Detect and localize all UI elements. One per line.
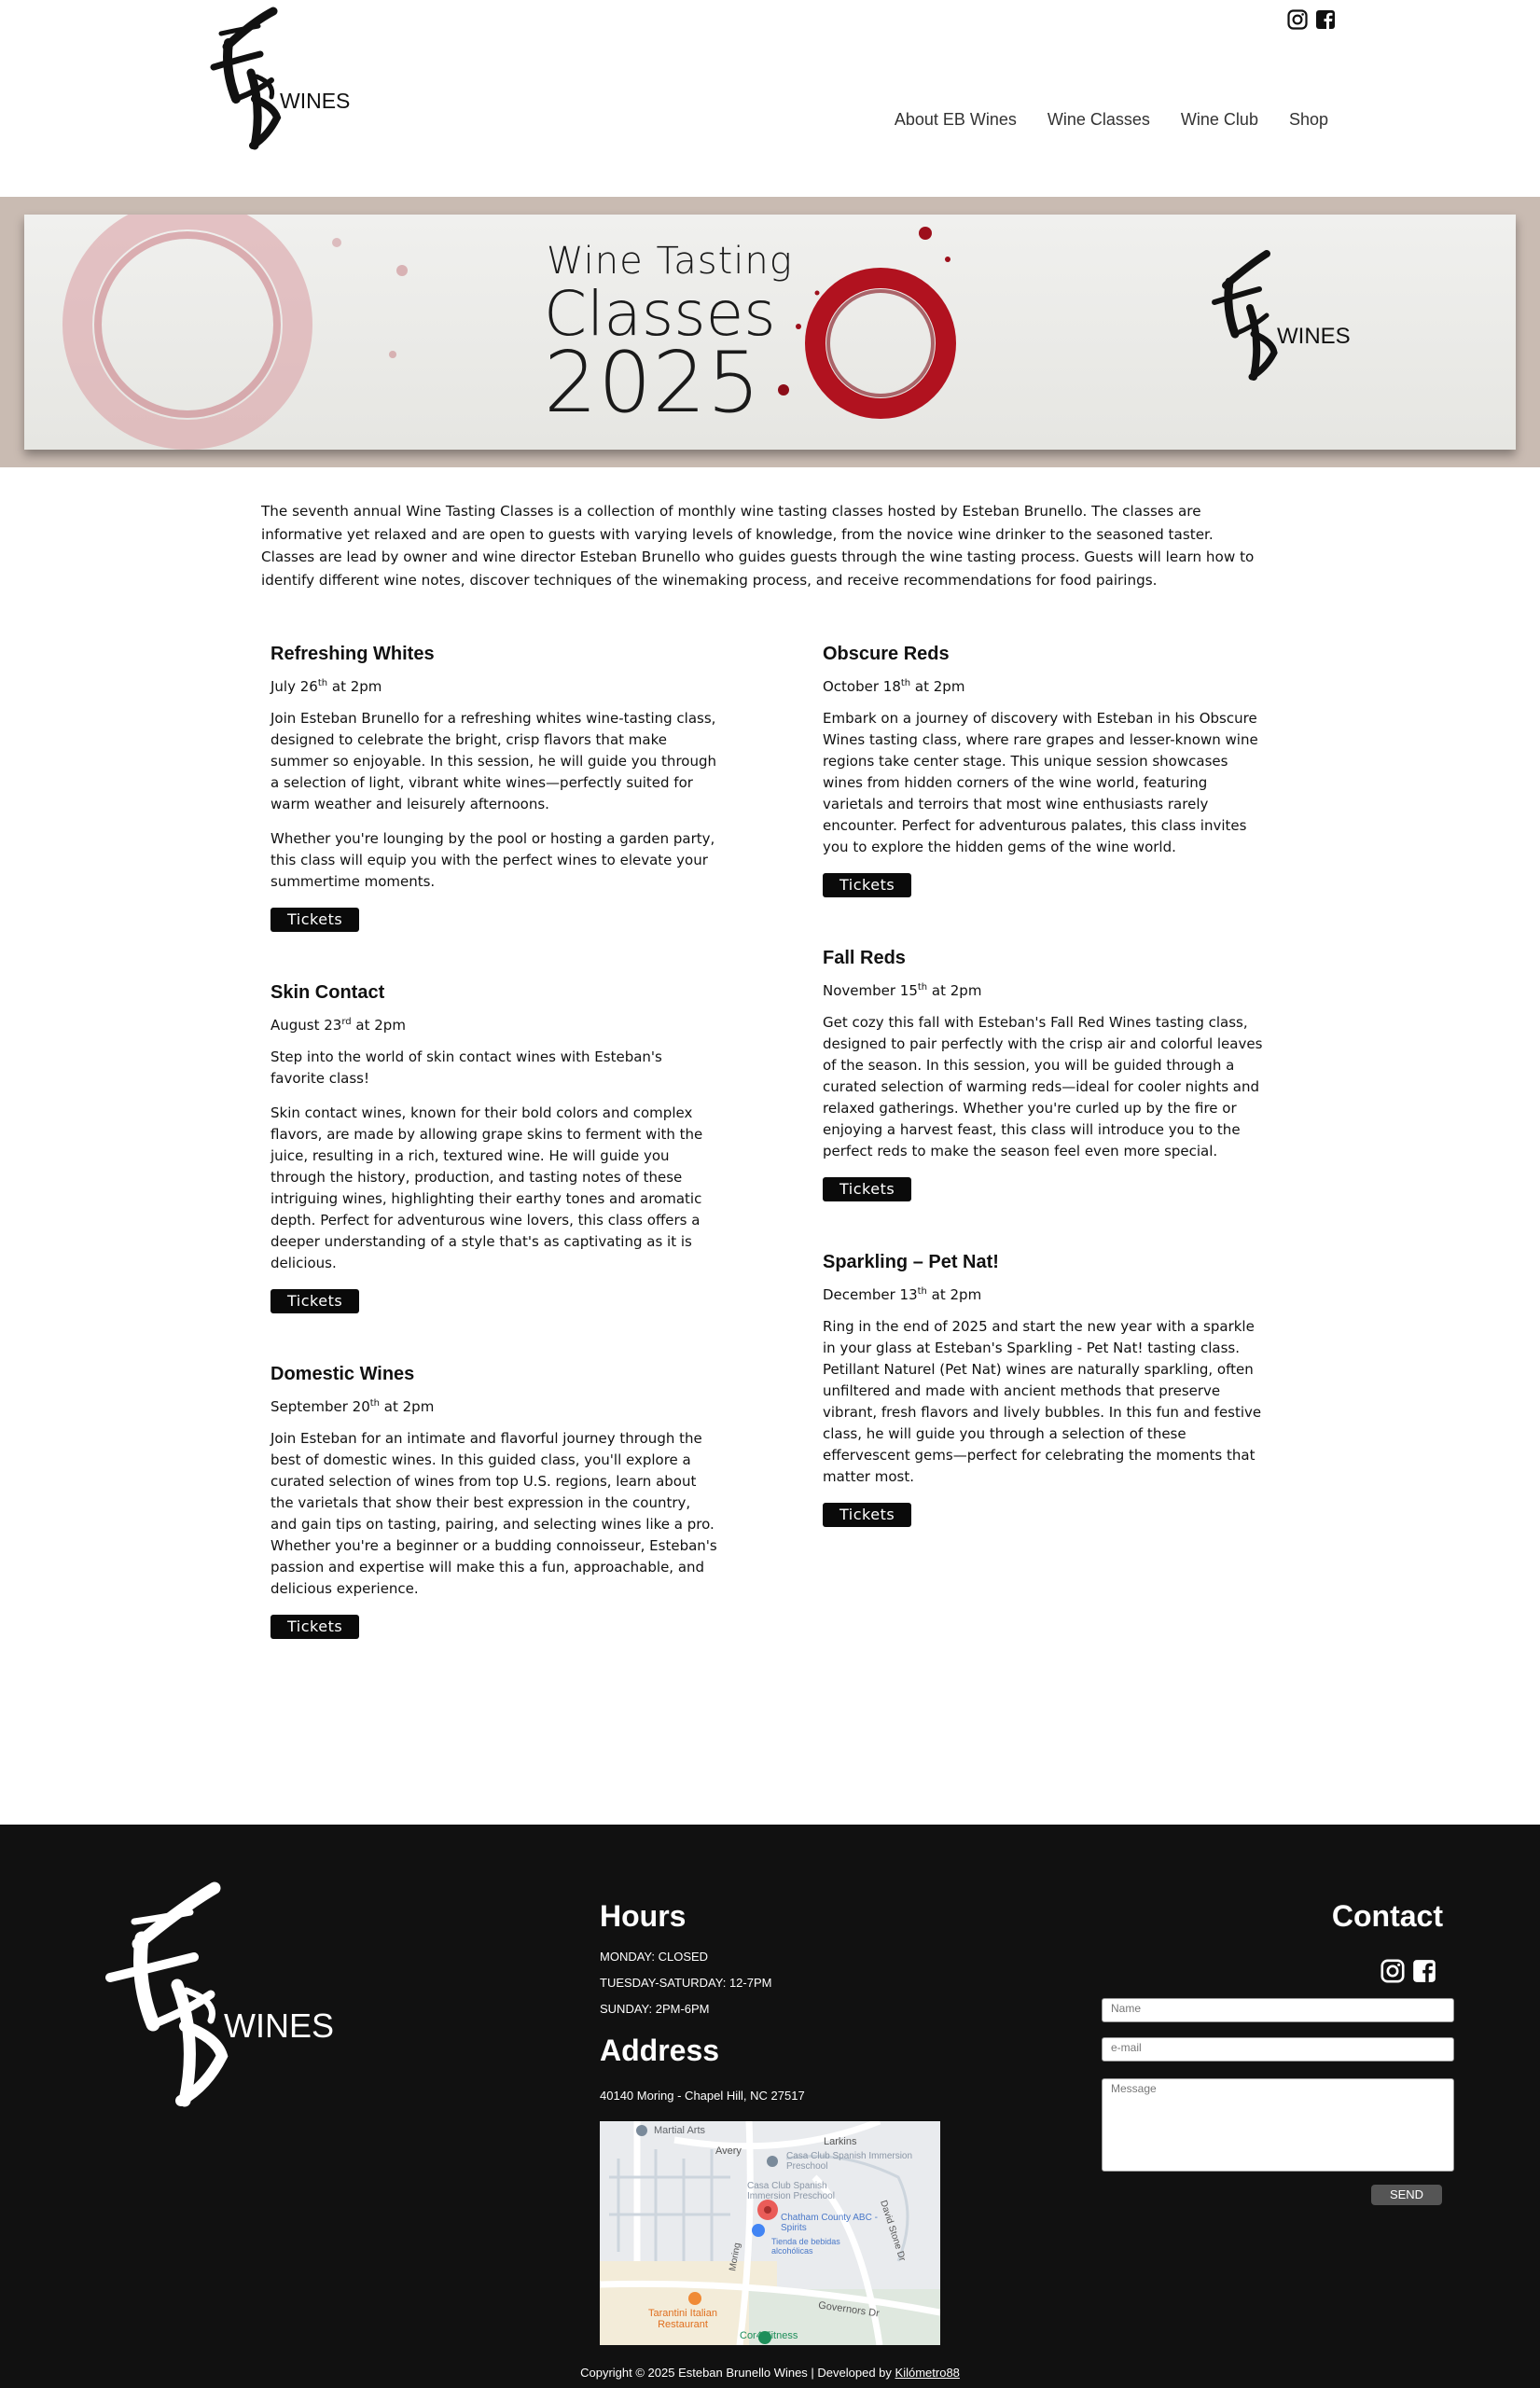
wine-class-card [823, 644, 1270, 897]
instagram-icon[interactable] [1287, 9, 1308, 30]
class-description: Ring in the end of 2025 and start the new year with a sparkle in your glass at Esteban's Sparkling - Pet Nat! tasting class. Petillant Naturel (Pet Nat) wines are naturally sparkling, often unfiltered and made with ancient methods that preserve vibrant, fresh flavors and lively bubbles. In this fun and festive class, he will guide you through a selection of these effervescent gems—perfect for celebrating the moments that matter most. [823, 1318, 1262, 1485]
banner-title-line1: Wine Tasting [547, 240, 793, 283]
tickets-button[interactable]: Tickets [823, 1177, 911, 1201]
class-date [823, 1286, 1270, 1303]
map-label: Martial Arts [654, 2125, 706, 2136]
eb-wines-logo[interactable] [201, 6, 359, 160]
class-description: Get cozy this fall with Esteban's Fall Red Wines tasting class, designed to pair perfectly with the crisp air and colorful leaves of the season. In this session, you will be guided through a curated selection of warming reds—ideal for cooler nights and relaxed gatherings. Whether you're curled up by the fire or enjoying a harvest feast, this class will introduce you to the perfect reds to make the season feel even more special. [823, 1014, 1263, 1159]
location-map[interactable] [600, 2121, 940, 2345]
class-date-day: August 23 [271, 1017, 342, 1034]
wine-class-card [271, 1364, 718, 1639]
hero-banner [24, 215, 1516, 450]
map-label: David Stone Dr [878, 2199, 908, 2263]
copyright [0, 2366, 1540, 2380]
eb-logo-mark [201, 6, 359, 160]
class-date-suffix: th [900, 678, 911, 688]
class-date [271, 1398, 718, 1415]
send-button[interactable]: SEND [1371, 2185, 1442, 2205]
map-label: Cor4 Fitness [740, 2330, 798, 2341]
class-date-suffix: rd [341, 1017, 352, 1027]
map-label: Tarantini Italian Restaurant [648, 2308, 717, 2330]
tickets-button[interactable]: Tickets [823, 1503, 911, 1527]
wine-class-card [271, 982, 718, 1313]
class-date-suffix: th [917, 1286, 927, 1297]
class-date-time: at 2pm [380, 1398, 435, 1415]
facebook-icon[interactable] [1315, 9, 1336, 30]
class-date-day: December 13 [823, 1286, 918, 1303]
class-description: Embark on a journey of discovery with Esteban in his Obscure Wines tasting class, where rare grapes and lesser-known wine regions take center stage. This unique session showcases wines from hidden corners of the wine world, featuring varietals and terroirs that most wine enthusiasts rarely encounter. Perfect for adventurous palates, this class invites you to explore the hidden gems of the wine world. [823, 710, 1258, 855]
class-date-suffix: th [317, 678, 328, 688]
class-date-suffix: th [369, 1398, 381, 1409]
map-label: Avery [715, 2145, 742, 2157]
name-field[interactable]: Name [1102, 1998, 1454, 2022]
class-title: Obscure Reds [823, 644, 950, 664]
wine-class-card [823, 948, 1270, 1201]
class-date-day: July 26 [271, 678, 318, 695]
map-label: Casa Club Spanish Immersion Preschool [747, 2181, 835, 2201]
footer-eb-logo [101, 1881, 343, 2123]
map-label: Casa Club Spanish Immersion Preschool [786, 2151, 913, 2172]
class-date-time: at 2pm [327, 678, 382, 695]
banner-title-line2: Classes [544, 278, 776, 350]
message-field[interactable]: Message [1102, 2078, 1454, 2172]
email-field[interactable]: e-mail [1102, 2037, 1454, 2062]
svg-text:WINES: WINES [280, 89, 351, 113]
class-date-suffix: th [917, 982, 928, 993]
class-title: Fall Reds [823, 948, 906, 968]
class-title: Domestic Wines [271, 1364, 415, 1384]
class-title: Skin Contact [271, 982, 385, 1003]
svg-text:WINES: WINES [1277, 324, 1351, 349]
footer-social [1380, 1959, 1436, 1983]
class-description: Join Esteban for an intimate and flavorful journey through the best of domestic wines. In this guided class, you'll explore a curated selection of wines from top U.S. regions, learn about the varietals that show their best expression in the country, and gain tips on tasting, pairing, and selecting wines like a pro. Whether you're a beginner or a budding connoisseur, Esteban's passion and expertise will make this a fun, approachable, and delicious experience. [271, 1430, 717, 1597]
address-heading: Address [600, 2034, 720, 2067]
class-date [823, 982, 1270, 999]
wine-class-card [271, 644, 718, 932]
tickets-button[interactable]: Tickets [823, 873, 911, 897]
banner-title-line3: 2025 [544, 334, 762, 432]
banner-eb-logo [1207, 248, 1375, 416]
address-text: 40140 Moring - Chapel Hill, NC 27517 [600, 2089, 805, 2103]
hours-heading: Hours [600, 1899, 687, 1933]
class-date-time: at 2pm [927, 982, 982, 999]
nav-shop[interactable]: Shop [1288, 110, 1328, 129]
map-label: Tienda de bebidas alcohólicas [771, 2237, 840, 2256]
hours-line: SUNDAY: 2PM-6PM [600, 2002, 710, 2016]
tickets-button[interactable]: Tickets [271, 908, 359, 932]
contact-heading: Contact [1331, 1899, 1443, 1933]
class-date-time: at 2pm [351, 1017, 406, 1034]
class-date-time: at 2pm [910, 678, 965, 695]
map-label: Chatham County ABC - Spirits [781, 2213, 878, 2233]
hours-line: TUESDAY-SATURDAY: 12-7PM [600, 1976, 772, 1990]
class-title: Refreshing Whites [271, 644, 435, 664]
facebook-icon[interactable] [1412, 1959, 1436, 1983]
tickets-button[interactable]: Tickets [271, 1615, 359, 1639]
classes-left-column [271, 644, 718, 1689]
class-description: Step into the world of skin contact wines with Esteban's favorite class! [271, 1048, 662, 1087]
class-date-time: at 2pm [926, 1286, 982, 1303]
class-description: Skin contact wines, known for their bold colors and complex flavors, are made by allowing grape skins to ferment with the juice, resulting in a rich, textured wine. He will guide you through the history, production, and tasting notes of these intriguing wines, highlighting their earthy tones and aromatic depth. Perfect for adventurous wine lovers, this class offers a deeper understanding of a style that's as captivating as it is delicious. [271, 1104, 703, 1271]
map-label: Larkins [824, 2136, 857, 2147]
class-description: Whether you're lounging by the pool or hosting a garden party, this class will equip you with the perfect wines to elevate your summertime moments. [271, 830, 715, 890]
class-title: Sparkling – Pet Nat! [823, 1252, 999, 1272]
site-footer [0, 1825, 1540, 2388]
wine-ring-right-image [770, 215, 976, 450]
class-description: Join Esteban Brunello for a refreshing whites wine-tasting class, designed to celebrate the bright, crisp flavors that make summer so enjoyable. In this session, he will guide you through a selection of light, vibrant white wines—perfectly suited for warm weather and leisurely afternoons. [271, 710, 716, 812]
banner-title [544, 240, 793, 432]
classes-right-column [823, 644, 1270, 1577]
map-label: Moring [728, 2242, 743, 2272]
class-date-day: September 20 [271, 1398, 370, 1415]
main-nav [895, 110, 1328, 130]
wine-class-card [823, 1252, 1270, 1527]
nav-about[interactable]: About EB Wines [894, 110, 1017, 129]
header-social [1287, 9, 1336, 30]
svg-text:WINES: WINES [224, 2006, 335, 2045]
class-date [271, 1017, 718, 1034]
tickets-button[interactable]: Tickets [271, 1289, 359, 1313]
class-date [271, 678, 718, 695]
developer-link[interactable]: Kilómetro88 [895, 2366, 960, 2380]
nav-wine-classes[interactable]: Wine Classes [1047, 110, 1150, 129]
hours-line: MONDAY: CLOSED [600, 1950, 709, 1964]
copyright-text: Copyright © 2025 Esteban Brunello Wines | Developed by [580, 2366, 895, 2380]
class-date-day: October 18 [823, 678, 901, 695]
class-date [823, 678, 1270, 695]
wine-ring-left-image [24, 215, 453, 450]
nav-wine-club[interactable]: Wine Club [1180, 110, 1258, 129]
map-label: Governors Dr [817, 2299, 881, 2320]
intro-text: The seventh annual Wine Tasting Classes is a collection of monthly wine tasting classes hosted by Esteban Brunello. The classes are informative yet relaxed and are open to guests with varying levels of knowledge, from the novice wine drinker to the seasoned taster. Classes are lead by owner and wine director Esteban Brunello who guides guests through the wine tasting process. Guests will learn how to identify different wine notes, discover techniques of the winemaking process, and receive recommendations for food pairings. [261, 503, 1255, 589]
class-date-day: November 15 [823, 982, 918, 999]
instagram-icon[interactable] [1380, 1959, 1405, 1983]
